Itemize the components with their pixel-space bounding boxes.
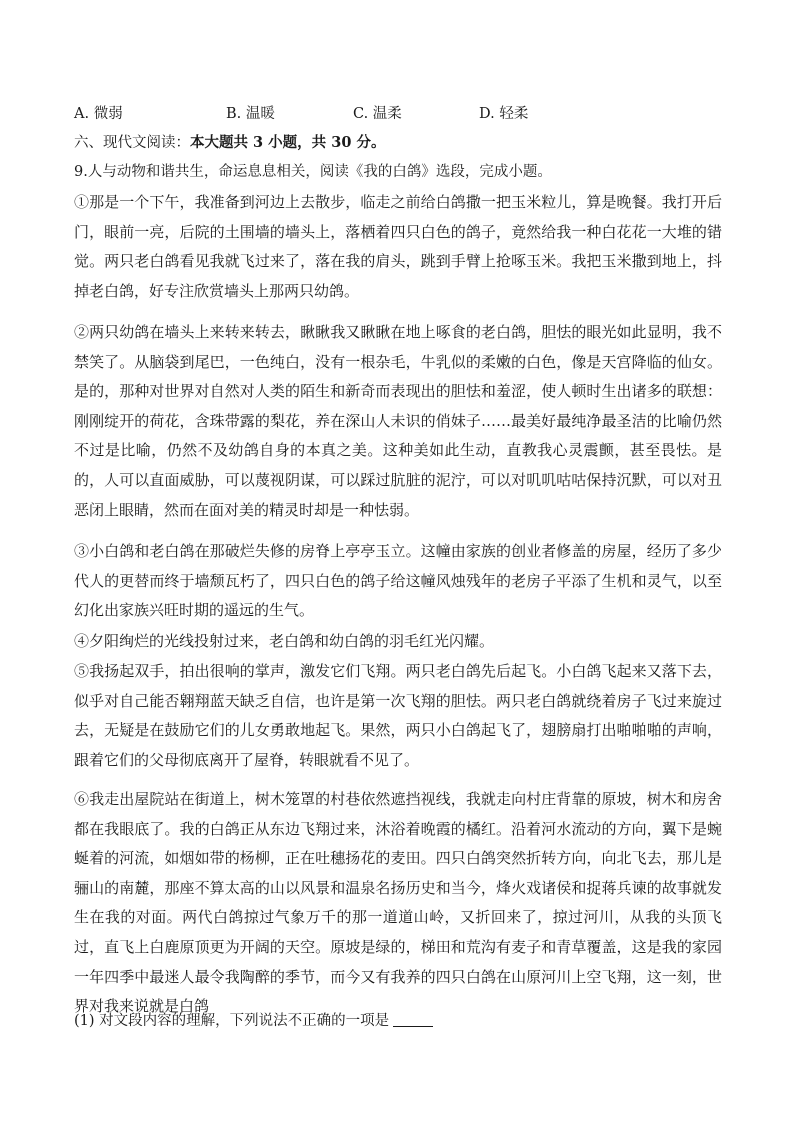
section-prefix: 六、现代文阅读：	[74, 135, 190, 151]
paragraph-4: ④夕阳绚烂的光线投射过来，老白鸽和幼白鸽的羽毛红光闪耀。	[74, 632, 495, 650]
section-heading	[74, 133, 385, 153]
section-detail: 本大题共 3 小题，共 30 分。	[190, 134, 386, 151]
sub-question-text: (1) 对文段内容的理解，下列说法不正确的一项是	[74, 1013, 390, 1029]
paragraph-2: ②两只幼鸽在墙头上来转来转去，瞅瞅我又瞅瞅在地上啄食的老白鸽，胆怯的眼光如此显明，我不禁笑了。从脑袋到尾巴，一色纯白，没有一根杂毛，牛乳似的柔嫩的白色，像是天宫降临的仙女。是的，那种对世界对自然对人类的陌生和新奇而表现出的胆怯和羞涩，使人顿时生出诸多的联想：刚刚绽开的荷花，含珠带露的梨花，养在深山人未识的俏妹子……最美好最纯净最圣洁的比喻仍然不过是比喻，仍然不及幼鸽自身的本真之美。这种美如此生动，直教我心灵震颤，甚至畏怯。是的，人可以直面威胁，可以蔑视阴谋，可以踩过肮脏的泥泞，可以对叽叽咕咕保持沉默，可以对丑恶闭上眼睛，然而在面对美的精灵时却是一种怯弱。	[74, 323, 722, 519]
option-c: C. 温柔	[353, 106, 402, 122]
answer-options	[74, 104, 734, 124]
paragraph-1: ①那是一个下午，我准备到河边上去散步，临走之前给白鸽撒一把玉米粒儿，算是晚餐。我打开后门，眼前一亮，后院的土围墙的墙头上，落栖着四只白色的鸽子，竟然给我一种白花花一大堆的错觉。两只老白鸽看见我就飞过来了，落在我的肩头，跳到手臂上抢啄玉米。我把玉米撒到地上，抖掉老白鸽，好专注欣赏墙头上那两只幼鸽。	[74, 193, 722, 300]
option-a: A. 微弱	[74, 106, 123, 122]
question-title: 9.人与动物和谐共生，命运息息相关，阅读《我的白鸽》选段，完成小题。	[74, 164, 552, 180]
paragraph-5: ⑤我扬起双手，拍出很响的掌声，激发它们飞翔。两只老白鸽先后起飞。小白鸽飞起来又落下去，似乎对自己能否翱翔蓝天缺乏自信，也许是第一次飞翔的胆怯。两只老白鸽就绕着房子飞过来旋过去，无疑是在鼓励它们的儿女勇敢地起飞。果然，两只小白鸽起飞了，翅膀扇打出啪啪啪的声响，跟着它们的父母彻底离开了屋脊，转眼就看不见了。	[74, 662, 722, 769]
option-b: B. 温暖	[226, 106, 275, 122]
sub-question-1	[74, 1010, 433, 1032]
answer-blank[interactable]	[393, 1025, 433, 1027]
option-d: D. 轻柔	[479, 106, 529, 122]
paragraph-6: ⑥我走出屋院站在街道上，树木笼罩的村巷依然遮挡视线，我就走向村庄背靠的原坡，树木和房舍都在我眼底了。我的白鸽正从东边飞翔过来，沐浴着晚霞的橘红。沿着河水流动的方向，翼下是蜿蜒着的河流，如烟如带的杨柳，正在吐穗扬花的麦田。四只白鸽突然折转方向，向北飞去，那儿是骊山的南麓，那座不算太高的山以风景和温泉名扬历史和当今，烽火戏诸侯和捉蒋兵谏的故事就发生在我的对面。两代白鸽掠过气象万千的那一道道山岭，又折回来了，掠过河川，从我的头顶飞过，直飞上白鹿原顶更为开阔的天空。原坡是绿的，梯田和荒沟有麦子和青草覆盖，这是我的家园一年四季中最迷人最令我陶醉的季节，而今又有我养的四只白鸽在山原河川上空飞翔，这一刻，世界对我来说就是白鸽	[74, 790, 722, 1016]
paragraph-3: ③小白鸽和老白鸽在那破烂失修的房脊上亭亭玉立。这幢由家族的创业者修盖的房屋，经历了多少代人的更替而终于墙颓瓦朽了，四只白色的鸽子给这幢风烛残年的老房子平添了生机和灵气，以至幻化出家族兴旺时期的遥远的生气。	[74, 542, 722, 620]
